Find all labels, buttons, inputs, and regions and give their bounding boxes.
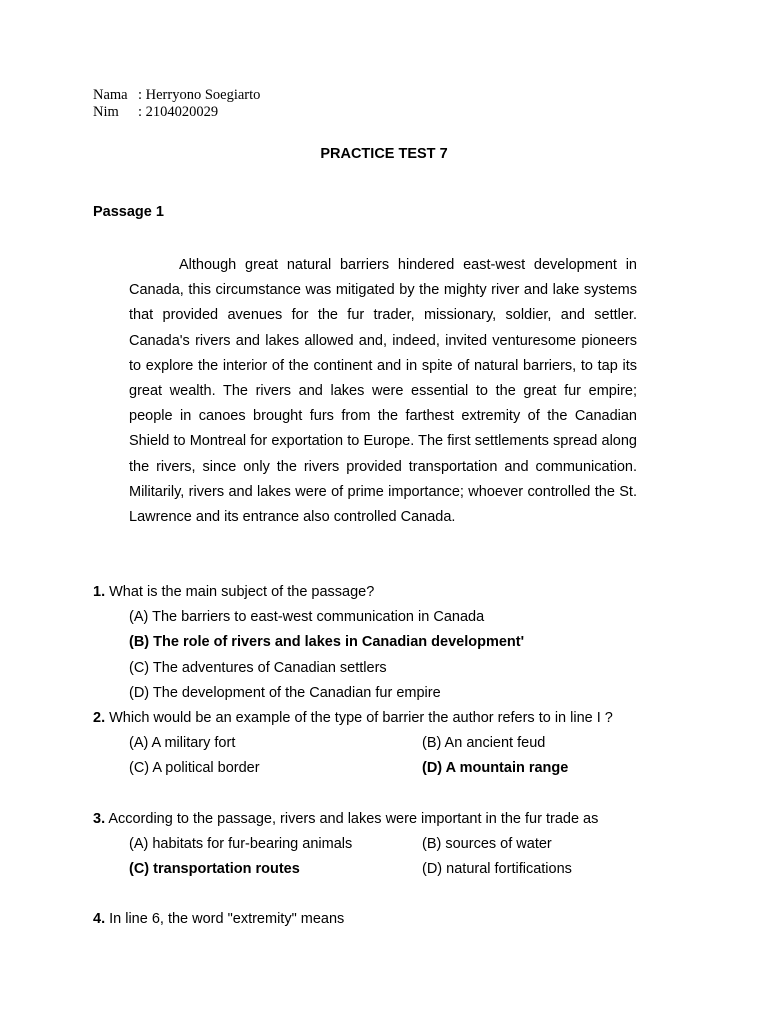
question-number: 4. bbox=[93, 911, 106, 928]
option-c: (C) The adventures of Canadian settlers bbox=[129, 659, 387, 676]
option-b: (B) An ancient feud bbox=[422, 735, 546, 752]
question-2 bbox=[93, 706, 693, 731]
question-text: According to the passage, rivers and lakes were important in the fur trade as bbox=[105, 810, 599, 827]
student-header bbox=[93, 87, 260, 121]
question-1 bbox=[93, 580, 693, 605]
passage bbox=[129, 253, 637, 530]
options-grid bbox=[129, 731, 693, 781]
spacer bbox=[93, 782, 693, 807]
nim-key: Nim bbox=[93, 104, 119, 120]
option-a: (A) The barriers to east-west communication in Canada bbox=[129, 609, 485, 626]
option-a: (A) habitats for fur-bearing animals bbox=[129, 835, 353, 852]
nim-row bbox=[93, 104, 260, 121]
question-text: In line 6, the word "extremity" means bbox=[105, 911, 345, 928]
name-row bbox=[93, 87, 260, 104]
option-b: (B) sources of water bbox=[422, 835, 552, 852]
option-b-selected: (B) The role of rivers and lakes in Canadian development' bbox=[129, 634, 525, 651]
option-d: (D) The development of the Canadian fur empire bbox=[129, 684, 441, 701]
options-grid bbox=[129, 832, 693, 882]
name-key: Nama bbox=[93, 87, 128, 103]
option-c-selected: (C) transportation routes bbox=[129, 861, 300, 878]
questions bbox=[93, 580, 693, 932]
spacer bbox=[93, 882, 693, 907]
option-d-selected: (D) A mountain range bbox=[422, 760, 569, 777]
passage-label: Passage 1 bbox=[93, 204, 164, 220]
page-title: PRACTICE TEST 7 bbox=[320, 146, 448, 162]
question-4 bbox=[93, 907, 693, 932]
question-number: 1. bbox=[93, 584, 106, 600]
option-c: (C) A political border bbox=[129, 760, 260, 777]
question-text: What is the main subject of the passage? bbox=[105, 584, 375, 600]
question-number: 2. bbox=[93, 710, 106, 727]
name-value: : Herryono Soegiarto bbox=[138, 87, 261, 103]
question-number: 3. bbox=[93, 810, 106, 827]
nim-value: : 2104020029 bbox=[138, 104, 219, 120]
option-a: (A) A military fort bbox=[129, 735, 236, 752]
question-text: Which would be an example of the type of barrier the author refers to in line I ? bbox=[105, 710, 613, 727]
question-3 bbox=[93, 807, 693, 832]
passage-text: Although great natural barriers hindered east-west development in Canada, this circumstance was mitigated by the mighty river and lake systems that provided avenues for the fur trader, missionary, soldier, and settler. Canada's rivers and lakes allowed and, indeed, invited venturesome pioneers to explore the interior of the continent and in spite of natural barriers, to tap its great wealth. The rivers and lakes were essential to the great fur empire; people in canoes brought furs from the farthest extremity of the Canadian Shield to Montreal for exportation to Europe. The first settlements spread along the rivers, since only the rivers provided transportation and communication. Militarily, rivers and lakes were of prime importance; whoever controlled the St. Lawrence and its entrance also controlled Canada. bbox=[129, 257, 637, 526]
option-d: (D) natural fortifications bbox=[422, 861, 572, 878]
